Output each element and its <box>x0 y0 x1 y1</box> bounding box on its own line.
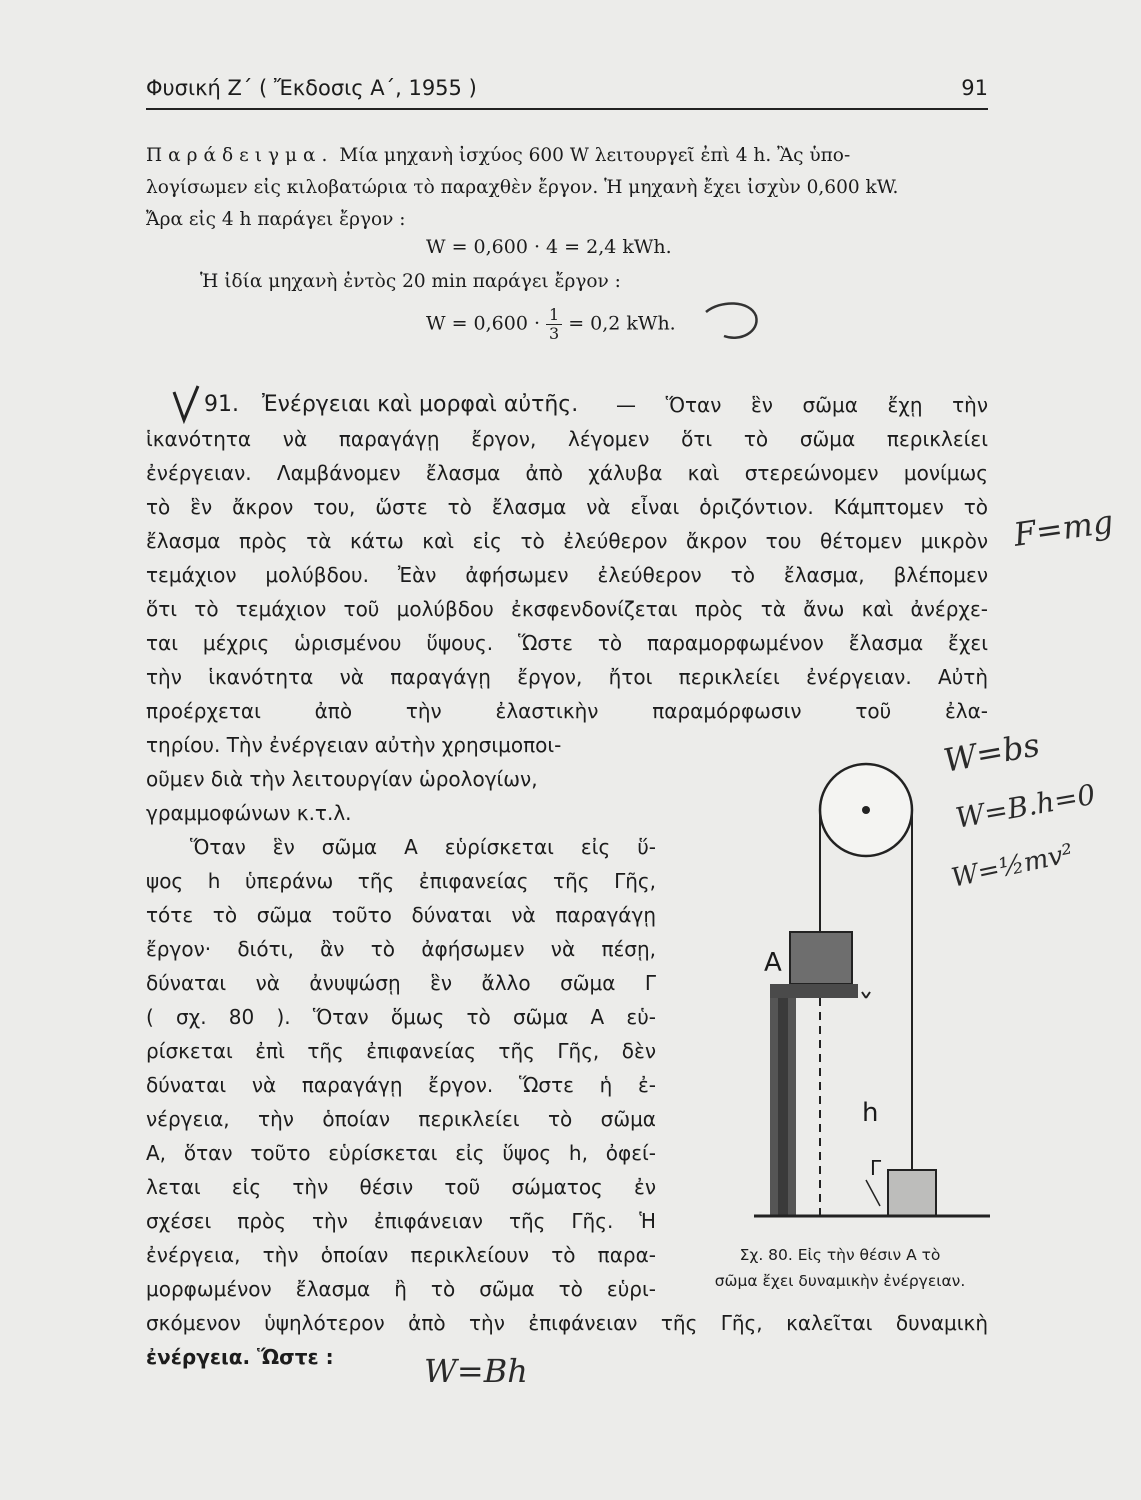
handwritten-note: F=mg <box>1011 502 1116 554</box>
page-header <box>146 76 988 110</box>
figure-label-a: Α <box>764 948 782 978</box>
handwritten-note: W=B.h=0 <box>953 777 1098 835</box>
fraction <box>546 306 562 343</box>
equation-2 <box>426 306 676 343</box>
body-line: ἐνέργεια, τὴν ὁποίαν περικλείουν τὸ παρα- <box>146 1243 656 1267</box>
example-line-4: Ἡ ἰδία μηχανὴ ἐντὸς 20 min παράγει ἔργον : <box>200 271 621 292</box>
example-line-3: Ἄρα εἰς 4 h παράγει ἔργον : <box>146 209 406 230</box>
body-line: ( σχ. 80 ). Ὅταν ὅμως τὸ σῶμα Α εὑ- <box>146 1005 656 1029</box>
example-text: Μία μηχανὴ ἰσχύος 600 W λειτουργεῖ ἐπὶ 4 h. Ἂς ὑπο- <box>333 145 851 166</box>
example-label: Παράδειγμα. <box>146 145 334 166</box>
body-line: μορφωμένον ἔλασμα ἢ τὸ σῶμα τὸ εὑρι- <box>146 1277 656 1301</box>
body-line: σχέσει πρὸς τὴν ἐπιφάνειαν τῆς Γῆς. Ἡ <box>146 1209 656 1233</box>
example-line-2: λογίσωμεν εἰς κιλοβατώρια τὸ παραχθὲν ἔργον. Ἡ μηχανὴ ἔχει ἰσχὺν 0,600 kW. <box>146 177 899 198</box>
body-line: ρίσκεται ἐπὶ τῆς ἐπιφανείας τῆς Γῆς, δὲν <box>146 1039 656 1063</box>
body-line-last: ἐνέργεια. Ὥστε : <box>146 1345 334 1369</box>
body-line: ὅτι τὸ τεμάχιον τοῦ μολύβδου ἐκσφενδονίζεται πρὸς τὰ ἄνω καὶ ἀνέρχε- <box>146 597 988 621</box>
section-line-0: — Ὅταν ἓν σῶμα ἔχῃ τὴν <box>616 393 988 417</box>
eq2-right: = 0,2 kWh. <box>568 312 676 335</box>
body-line: δύναται νὰ ἀνυψώσῃ ἓν ἄλλο σῶμα Γ <box>146 971 656 995</box>
figure-caption-2: σῶμα ἔχει δυναμικὴν ἐνέργειαν. <box>714 1272 966 1290</box>
figure-label-h: h <box>862 1098 879 1128</box>
fraction-denominator: 3 <box>549 324 560 343</box>
body-line: ται μέχρις ὡρισμένου ὕψους. Ὥστε τὸ παραμορφωμένον ἔλασμα ἔχει <box>146 631 988 655</box>
body-line: τηρίου. Τὴν ἐνέργειαν αὐτὴν χρησιμοποι- <box>146 733 562 757</box>
body-line: ἔργον· διότι, ἂν τὸ ἀφήσωμεν νὰ πέσῃ, <box>146 937 656 961</box>
figure-caption-1: Σχ. 80. Εἰς τὴν θέσιν Α τὸ <box>739 1246 941 1264</box>
eq2-left: W = 0,600 · <box>426 312 540 335</box>
body-line: σκόμενον ὑψηλότερον ἀπὸ τὴν ἐπιφάνειαν τῆς Γῆς, καλεῖται δυναμικὴ <box>146 1311 988 1335</box>
body-line: τὸ ἓν ἄκρον του, ὥστε τὸ ἔλασμα νὰ εἶναι ὁριζόντιον. Κάμπτομεν τὸ <box>146 495 988 519</box>
body-line: ἐνέργειαν. Λαμβάνομεν ἔλασμα ἀπὸ χάλυβα καὶ στερεώνομεν μονίμως <box>146 461 988 485</box>
example-line-1 <box>146 140 988 172</box>
body-line: Ὅταν ἓν σῶμα Α εὑρίσκεται εἰς ὕ- <box>190 835 656 859</box>
handwritten-note: W=½mv² <box>948 838 1076 894</box>
body-line: τότε τὸ σῶμα τοῦτο δύναται νὰ παραγάγῃ <box>146 903 656 927</box>
book-title: Φυσική Ζ΄ ( Ἔκδοσις Α΄, 1955 ) <box>146 76 477 100</box>
body-line: ψος h ὑπεράνω τῆς ἐπιφανείας τῆς Γῆς, <box>146 869 656 893</box>
figure-label-g: Γ <box>870 1156 882 1180</box>
body-line: νέργεια, τὴν ὁποίαν περικλείει τὸ σῶμα <box>146 1107 656 1131</box>
body-line: γραμμοφώνων κ.τ.λ. <box>146 801 352 825</box>
body-line: τὴν ἱκανότητα νὰ παραγάγῃ ἔργον, ἤτοι περικλείει ἐνέργειαν. Αὐτὴ <box>146 665 988 689</box>
body-line: ἔλασμα πρὸς τὰ κάτω καὶ εἰς τὸ ἐλεύθερον ἄκρον του θέτομεν μικρὸν <box>146 529 988 553</box>
fraction-numerator: 1 <box>546 306 562 325</box>
body-line: τεμάχιον μολύβδου. Ἐὰν ἀφήσωμεν ἐλεύθερον τὸ ἔλασμα, βλέπομεν <box>146 563 988 587</box>
body-line: προέρχεται ἀπὸ τὴν ἐλαστικὴν παραμόρφωσιν τοῦ ἐλα- <box>146 699 988 723</box>
body-line: ἱκανότητα νὰ παραγάγῃ ἔργον, λέγομεν ὅτι τὸ σῶμα περικλείει <box>146 427 988 451</box>
handwritten-note: W=bs <box>940 725 1043 780</box>
hand-check-mark <box>172 384 204 424</box>
body-line: οῦμεν διὰ τὴν λειτουργίαν ὡρολογίων, <box>146 767 538 791</box>
hand-loop-mark <box>700 298 764 350</box>
section-number: 91. <box>204 392 239 417</box>
body-line: Α, ὅταν τοῦτο εὑρίσκεται εἰς ὕψος h, ὀφεί- <box>146 1141 656 1165</box>
body-line: δύναται νὰ παραγάγῃ ἔργον. Ὥστε ἡ ἐ- <box>146 1073 656 1097</box>
equation-1: W = 0,600 · 4 = 2,4 kWh. <box>426 236 672 258</box>
handwritten-note: W=Bh <box>424 1352 528 1390</box>
body-line: λεται εἰς τὴν θέσιν τοῦ σώματος ἐν <box>146 1175 656 1199</box>
page-number: 91 <box>961 76 988 100</box>
section-title: Ἐνέργειαι καὶ μορφαὶ αὐτῆς. <box>262 392 579 417</box>
section-heading-line <box>146 388 988 422</box>
